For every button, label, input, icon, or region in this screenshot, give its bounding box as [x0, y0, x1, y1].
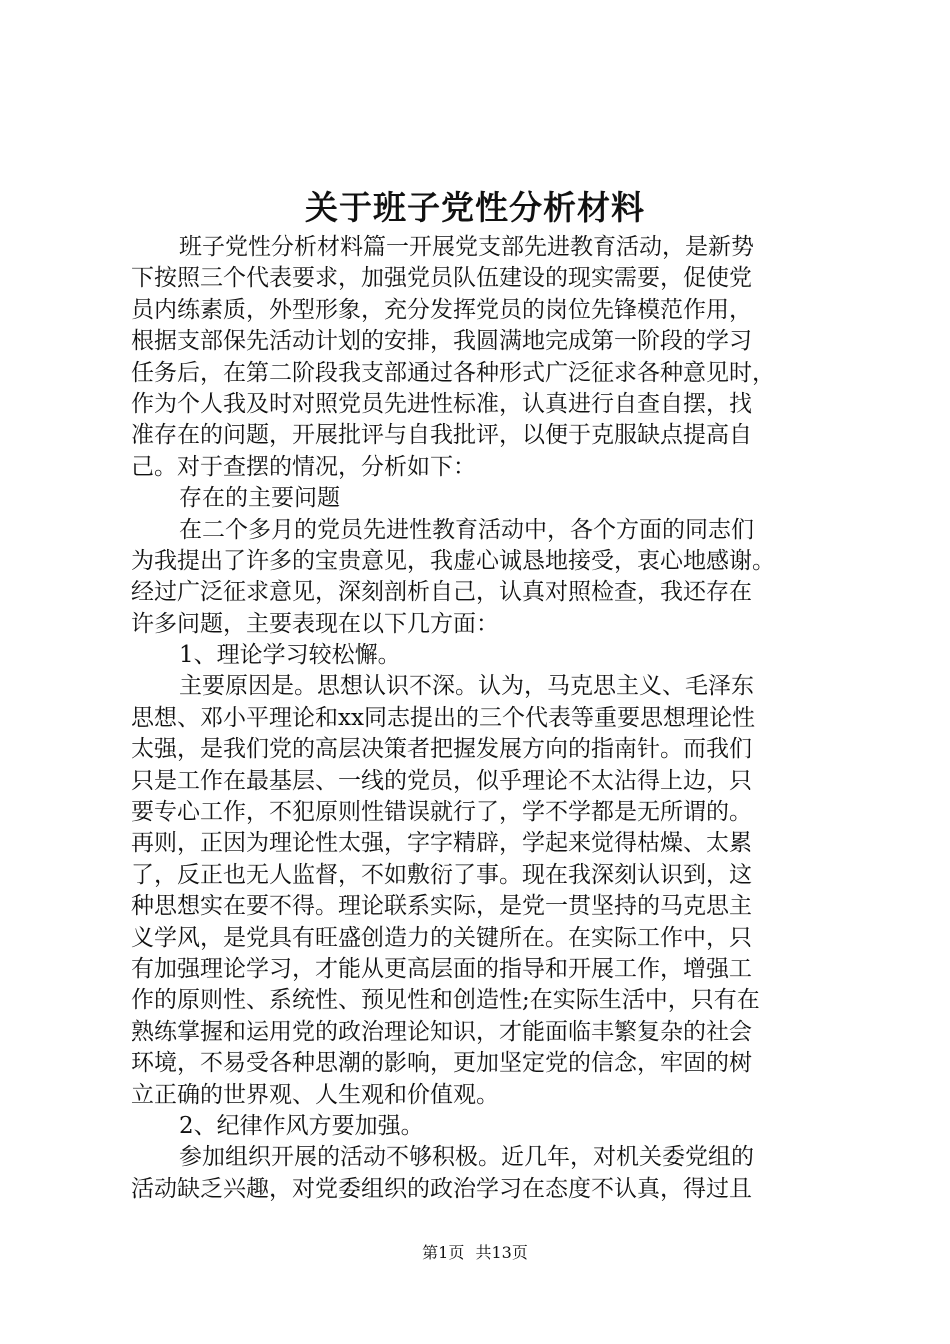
- paragraph-line: 为我提出了许多的宝贵意见，我虚心诚恳地接受，衷心地感谢。: [131, 547, 775, 574]
- page-footer: [0, 1242, 950, 1264]
- paragraph-line: 义学风，是党具有旺盛创造力的关键所在。在实际工作中，只: [131, 924, 752, 951]
- paragraph-line: 思想、邓小平理论和xx同志提出的三个代表等重要思想理论性: [131, 704, 755, 731]
- paragraph-line: 班子党性分析材料篇一开展党支部先进教育活动，是新势: [179, 234, 754, 260]
- paragraph-line: 要专心工作，不犯原则性错误就行了，学不学都是无所谓的。: [131, 799, 752, 826]
- paragraph-line: 准存在的问题，开展批评与自我批评，以便于克服缺点提高自: [131, 422, 752, 449]
- paragraph-line: 任务后，在第二阶段我支部通过各种形式广泛征求各种意见时，: [131, 359, 775, 386]
- page-number: 第1页: [422, 1243, 465, 1262]
- paragraph-line: 下按照三个代表要求，加强党员队伍建设的现实需要，促使党: [131, 265, 752, 292]
- paragraph-line: 作为个人我及时对照党员先进性标准，认真进行自查自摆，找: [131, 390, 752, 417]
- paragraph-line: 经过广泛征求意见，深刻剖析自己，认真对照检查，我还存在: [131, 579, 752, 606]
- paragraph-line: 在二个多月的党员先进性教育活动中，各个方面的同志们: [179, 516, 754, 543]
- page-total: 共13页: [475, 1243, 528, 1262]
- document-title: 关于班子党性分析材料: [305, 188, 645, 227]
- section-heading: 2、纪律作风方要加强。: [179, 1112, 424, 1139]
- paragraph-line: 主要原因是。思想认识不深。认为，马克思主义、毛泽东: [179, 673, 754, 700]
- paragraph-line: 太强，是我们党的高层决策者把握发展方向的指南针。而我们: [131, 736, 752, 763]
- paragraph-line: 立正确的世界观、人生观和价值观。: [131, 1081, 499, 1108]
- section-heading: 1、理论学习较松懈。: [179, 642, 401, 669]
- paragraph-line: 活动缺乏兴趣，对党委组织的政治学习在态度不认真，得过且: [131, 1175, 752, 1202]
- section-heading: 存在的主要问题: [179, 485, 340, 512]
- paragraph-line: 参加组织开展的活动不够积极。近几年，对机关委党组的: [179, 1144, 754, 1171]
- paragraph-line: 许多问题，主要表现在以下几方面：: [131, 610, 499, 637]
- paragraph-line: 只是工作在最基层、一线的党员，似乎理论不太沾得上边，只: [131, 767, 752, 794]
- paragraph-line: 熟练掌握和运用党的政治理论知识，才能面临丰繁复杂的社会: [131, 1018, 752, 1045]
- paragraph-line: 了，反正也无人监督，不如敷衍了事。现在我深刻认识到，这: [131, 861, 752, 888]
- paragraph-line: 有加强理论学习，才能从更高层面的指导和开展工作，增强工: [131, 955, 752, 982]
- paragraph-line: 种思想实在要不得。理论联系实际，是党一贯坚持的马克思主: [131, 893, 752, 920]
- paragraph-line: 再则，正因为理论性太强，字字精辟，学起来觉得枯燥、太累: [131, 830, 752, 857]
- paragraph-line: 环境，不易受各种思潮的影响，更加坚定党的信念，牢固的树: [131, 1050, 752, 1077]
- paragraph-line: 根据支部保先活动计划的安排，我圆满地完成第一阶段的学习: [131, 328, 752, 355]
- paragraph-line: 员内练素质，外型形象，充分发挥党员的岗位先锋模范作用，: [131, 296, 752, 323]
- paragraph-line: 己。对于查摆的情况，分析如下：: [131, 453, 476, 480]
- paragraph-line: 作的原则性、系统性、预见性和创造性;在实际生活中，只有在: [131, 987, 760, 1014]
- document-body: [131, 232, 831, 1205]
